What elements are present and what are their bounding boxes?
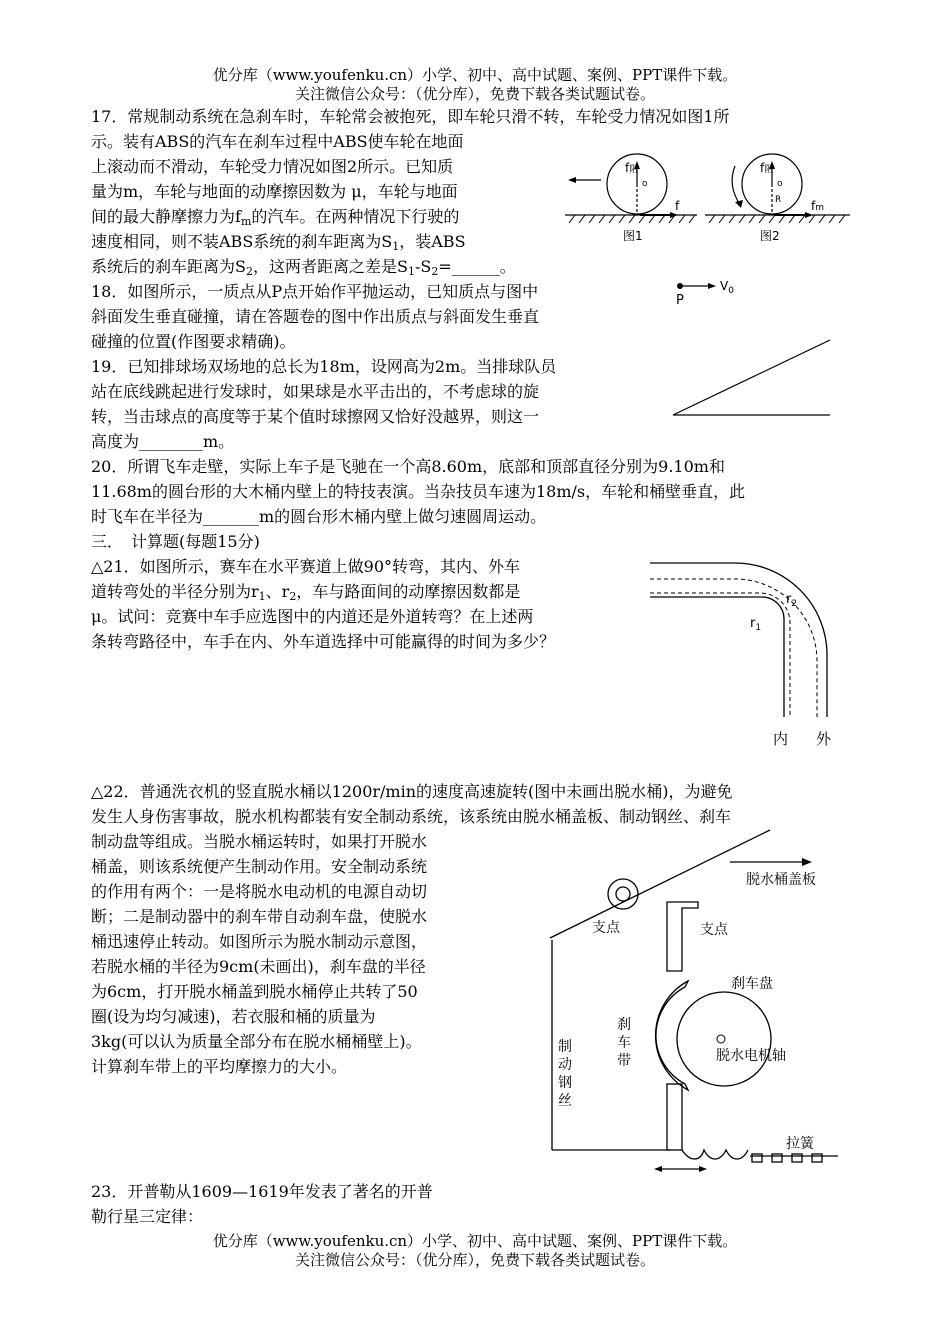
line-q22-l8 [91,956,426,978]
text-run: 、r [265,582,290,601]
brake-band [656,981,688,1090]
header-line-2: 关注微信公众号：（优分库），免费下载各类试题试卷。 [294,85,655,103]
pivot-2-label: 支点 [700,922,728,938]
line-q19-l4 [91,431,234,453]
outer-boundary [650,563,827,717]
line-q22-l4 [91,856,427,878]
spring [682,1150,748,1159]
text-run: 发生人身伤害事故，脱水机构都装有安全制动系统，该系统由脱水桶盖板、制动钢丝、刹车 [91,807,732,826]
inner-boundary [650,597,784,717]
fig2-caption: 图2 [760,229,780,243]
fig1-friction-label: f阻 [625,161,639,175]
p-label: P [676,293,684,308]
line-q18-l2 [91,306,539,328]
lid-label: 脱水桶盖板 [746,872,816,888]
subscript-text: 1 [258,590,266,603]
text-run: 18．如图所示，一质点从P点开始作平抛运动，已知质点与图中 [91,282,539,301]
line-q19-l2 [91,381,539,403]
v0-label: $V_0$ [720,279,734,296]
outer-lane-label: 外 [816,730,832,748]
text-run: 计算刹车带上的平均摩擦力的大小。 [91,1057,348,1076]
pivot-arm [667,902,698,971]
fig2-radius-label: R [775,195,782,205]
line-q18-l3 [91,331,296,353]
text-run: △21．如图所示，赛车在水平赛道上做90°转弯，其内、外车 [91,557,521,576]
pivot-outer [608,879,638,909]
footer-line-2: 关注微信公众号：（优分库），免费下载各类试题试卷。 [294,1251,655,1269]
line-q17-l3 [91,156,453,178]
line-q21-l1 [91,556,520,578]
wire-char-4: 丝 [558,1093,572,1109]
footer-line-1: 优分库（www.youfenku.cn）小学、初中、高中试题、案例、PPT课件下载。 [212,1232,738,1250]
inner-lane-path [650,593,790,717]
text-run: ，这两者距离之差是S [252,257,408,276]
spring-label: 拉簧 [786,1136,814,1152]
line-q17-l1 [91,106,730,128]
text-run: 间的最大静摩擦力为f [91,207,241,226]
line-q22-l6 [91,906,427,928]
line-sec3 [91,531,260,553]
subscript-text: 2 [289,590,297,603]
fig2-ground-force-label: fm [811,199,825,213]
line-q22-l3 [91,831,427,853]
pivot-1-label: 支点 [592,920,620,936]
band-char-1: 刹 [617,1017,631,1033]
text-run: 若脱水桶的半径为9cm(未画出)，刹车盘的半径 [91,957,426,976]
text-run: 桶盖，则该系统便产生制动作用。安全制动系统 [91,857,428,876]
line-q22-l1 [91,781,733,803]
line-q22-l5 [91,881,427,903]
header-line-1: 优分库（www.youfenku.cn）小学、初中、高中试题、案例、PPT课件下载。 [212,66,738,84]
text-run: 的汽车。在两种情况下行驶的 [251,207,460,226]
text-run: 三． 计算题(每题15分) [91,532,260,551]
brake-disc [677,992,771,1086]
wire-char-2: 动 [558,1057,572,1073]
wire-char-3: 钢 [558,1075,572,1091]
text-run: 条转弯路径中，车手在内、外车道选择中可能赢得的时间为多少？ [91,632,556,651]
text-run: 站在底线跳起进行发球时，如果球是水平击出的，不考虑球的旋 [91,382,540,401]
subscript-text: 1 [407,265,415,278]
band-char-3: 带 [617,1053,631,1069]
text-run: 上滚动而不滑动，车轮受力情况如图2所示。已知质 [91,157,454,176]
text-run: ，车与路面间的动摩擦因数都是 [296,582,521,601]
text-run: 20．所谓飞车走壁，实际上车子是飞驰在一个高8.60m，底部和顶部直径分别为9.10m和 [91,457,725,476]
text-run: 系统后的刹车距离为S [91,257,246,276]
text-run: 道转弯处的半径分别为r [91,582,259,601]
text-run: 量为m，车轮与地面的动摩擦因数为 μ，车轮与地面 [91,182,458,201]
line-q17-l4 [91,181,458,203]
text-run: 桶迅速停止转动。如图所示为脱水制动示意图， [91,932,428,951]
inner-lane-label: 内 [773,730,789,748]
race-track-figure [650,555,850,750]
incline-slope [673,340,830,415]
text-run: 为6cm，打开脱水桶盖到脱水桶停止共转了50 [91,982,418,1001]
line-q22-l11 [91,1031,422,1053]
text-run: =______。 [438,257,516,276]
fig2-friction-label: f阻 [760,161,774,175]
r1-label: $r_1$ [750,616,762,633]
line-q21-l3 [91,606,533,628]
axle-label: 脱水电机轴 [716,1048,786,1064]
r2-label: $r_2$ [786,592,798,609]
line-q22-l12 [91,1056,347,1078]
text-run: 19．已知排球场双场地的总长为18m，设网高为2m。当排球队员 [91,357,557,376]
fig1-center-label: o [642,179,648,189]
fig1-caption: 图1 [623,229,643,243]
text-run: 勒行星三定律： [91,1207,204,1226]
disc-label: 刹车盘 [731,976,773,992]
line-q21-l4 [91,631,555,653]
line-q19-l3 [91,406,539,428]
text-run: 断；二是制动器中的刹车带自动刹车盘，使脱水 [91,907,428,926]
line-q17-l2 [91,131,464,153]
line-q22-l2 [91,806,731,828]
projectile-incline-figure [668,280,838,420]
text-run: 3kg(可以认为质量全部分布在脱水桶桶壁上)。 [91,1032,422,1051]
line-q20-l2 [91,481,745,503]
text-run: 制动盘等组成。当脱水桶运转时，如果打开脱水 [91,832,428,851]
motor-axle [717,1035,725,1043]
text-run: 高度为________m。 [91,432,235,451]
text-run: 示。装有ABS的汽车在刹车过程中ABS使车轮在地面 [91,132,464,151]
text-run: 11.68m的圆台形的大木桶内壁上的特技表演。当杂技员车速为18m/s，车轮和桶壁垂直，此 [91,482,746,501]
brake-system-figure [540,828,850,1173]
line-q20-l1 [91,456,725,478]
text-run: △22．普通洗衣机的竖直脱水桶以1200r/min的速度高速旋转(图中未画出脱水桶)，为避免 [91,782,733,801]
subscript-text: 2 [245,265,253,278]
fig1-ground-force-label: f [675,199,680,213]
pivot-inner [616,887,630,901]
line-q21-l2 [91,581,520,603]
line-q17-l6 [91,231,466,253]
subscript-text: m [240,215,252,228]
line-q18-l1 [91,281,538,303]
text-run: 的作用有两个：一是将脱水电动机的电源自动切 [91,882,428,901]
text-run: 转，当击球点的高度等于某个值时球擦网又恰好没越界，则这一 [91,407,540,426]
text-run: -S [414,257,432,276]
band-char-2: 车 [617,1035,631,1051]
lid-plate [550,830,770,938]
subscript-text: 2 [431,265,439,278]
text-run: μ。试问：竞赛中车手应选图中的内道还是外道转弯？在上述两 [91,607,534,626]
text-run: 圈(设为均匀减速)，若衣服和桶的质量为 [91,1007,376,1026]
fig2-center-label: o [777,179,783,189]
subscript-text: 1 [392,240,400,253]
wire-char-1: 制 [558,1039,572,1055]
line-q22-l9 [91,981,418,1003]
line-q22-l10 [91,1006,376,1028]
line-q20-l3 [91,506,546,528]
text-run: 碰撞的位置(作图要求精确)。 [91,332,296,351]
line-q22-l7 [91,931,427,953]
text-run: 斜面发生垂直碰撞，请在答题卷的图中作出质点与斜面发生垂直 [91,307,540,326]
text-run: 时飞车在半径为_______m的圆台形木桶内壁上做匀速圆周运动。 [91,507,547,526]
line-q17-l7 [91,256,516,278]
text-run: 速度相同，则不装ABS系统的刹车距离为S [91,232,393,251]
band-lower-arm [667,1084,682,1150]
abs-wheel-figure [565,148,865,248]
text-run: ，装ABS [399,232,466,251]
line-q23-l2 [91,1206,203,1228]
line-q17-l5 [91,206,459,228]
text-run: 17．常规制动系统在急刹车时，车轮常会被抱死，即车轮只滑不转，车轮受力情况如图1所 [91,107,730,126]
text-run: 23．开普勒从1609—1619年发表了著名的开普 [91,1182,433,1201]
line-q19-l1 [91,356,556,378]
line-q23-l1 [91,1181,433,1203]
